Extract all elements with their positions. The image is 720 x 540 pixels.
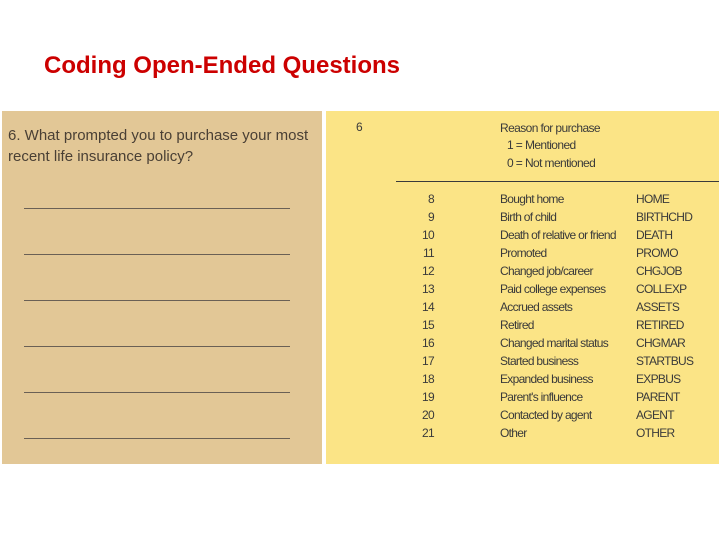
row-number: 21 [422, 426, 434, 440]
row-number: 14 [422, 300, 434, 314]
row-reason: Bought home [500, 192, 564, 206]
row-code: EXPBUS [636, 372, 681, 386]
row-number: 9 [428, 210, 434, 224]
answer-line [24, 438, 290, 439]
answer-line [24, 346, 290, 347]
table-row [326, 228, 719, 246]
row-number: 10 [422, 228, 434, 242]
row-code: PARENT [636, 390, 680, 404]
row-code: COLLEXP [636, 282, 687, 296]
answer-line [24, 300, 290, 301]
row-number: 8 [428, 192, 434, 206]
row-code: OTHER [636, 426, 675, 440]
row-reason: Death of relative or friend [500, 228, 616, 242]
row-code: ASSETS [636, 300, 680, 314]
row-code: AGENT [636, 408, 674, 422]
row-reason: Expanded business [500, 372, 593, 386]
row-reason: Contacted by agent [500, 408, 592, 422]
row-code: BIRTHCHD [636, 210, 693, 224]
row-code: PROMO [636, 246, 678, 260]
row-code: HOME [636, 192, 670, 206]
answer-line [24, 208, 290, 209]
row-number: 17 [422, 354, 434, 368]
row-number: 13 [422, 282, 434, 296]
row-reason: Changed marital status [500, 336, 608, 350]
table-row [326, 408, 719, 426]
row-reason: Parent's influence [500, 390, 583, 404]
row-reason: Promoted [500, 246, 547, 260]
row-reason: Birth of child [500, 210, 557, 224]
row-code: CHGMAR [636, 336, 686, 350]
question-panel [2, 111, 322, 464]
table-row [326, 264, 719, 282]
answer-line [24, 254, 290, 255]
table-row [326, 210, 719, 228]
row-number: 20 [422, 408, 434, 422]
question-text: 6. What prompted you to purchase your most recent life insurance policy? [8, 127, 309, 165]
header-code-1: 1 = Mentioned [507, 138, 576, 152]
row-number: 16 [422, 336, 434, 350]
row-code: STARTBUS [636, 354, 694, 368]
table-row [326, 282, 719, 300]
table-row [326, 300, 719, 318]
row-reason: Paid college expenses [500, 282, 606, 296]
header-title: Reason for purchase [500, 121, 600, 135]
row-code: CHGJOB [636, 264, 682, 278]
table-row [326, 372, 719, 390]
header-rule [396, 181, 719, 182]
row-reason: Retired [500, 318, 534, 332]
row-number: 18 [422, 372, 434, 386]
row-reason: Other [500, 426, 527, 440]
coding-table [326, 111, 719, 464]
table-row [326, 354, 719, 372]
table-row [326, 192, 719, 210]
row-code: RETIRED [636, 318, 684, 332]
row-reason: Changed job/career [500, 264, 593, 278]
row-number: 11 [422, 246, 434, 260]
column-number: 6 [356, 120, 363, 134]
table-row [326, 426, 719, 444]
header-code-0: 0 = Not mentioned [507, 156, 596, 170]
table-row [326, 390, 719, 408]
table-row [326, 318, 719, 336]
table-row [326, 336, 719, 354]
row-code: DEATH [636, 228, 673, 242]
slide-title: Coding Open-Ended Questions [44, 52, 400, 79]
table-row [326, 246, 719, 264]
row-reason: Started business [500, 354, 579, 368]
row-number: 15 [422, 318, 434, 332]
row-number: 12 [422, 264, 434, 278]
answer-line [24, 392, 290, 393]
row-number: 19 [422, 390, 434, 404]
row-reason: Accrued assets [500, 300, 573, 314]
